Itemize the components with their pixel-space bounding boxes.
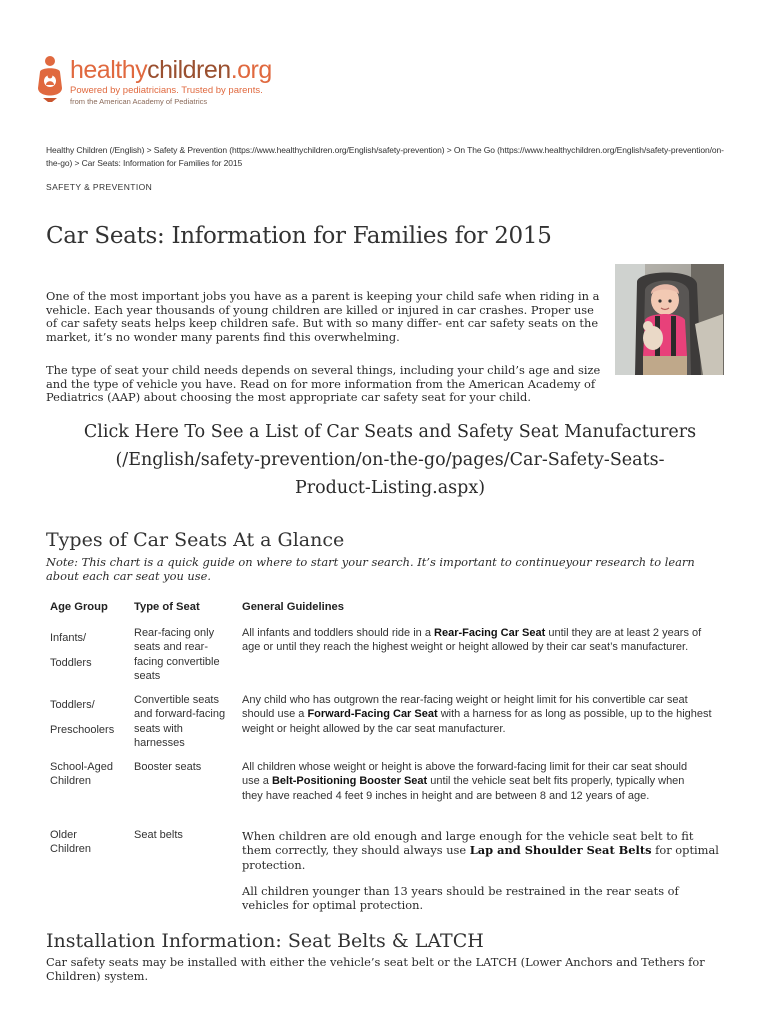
row-4-guide-pre: When children are old enough and large enough for the vehicle seat belt to fit them correctly, they should always use — [242, 829, 694, 858]
table-row-1-age — [50, 626, 130, 676]
cta-line-1: Click Here To See a List of Car Seats and Safety Seat Manufacturers — [83, 422, 697, 442]
table-row-1-guidelines — [242, 626, 704, 655]
table-row-4-guidelines-extra: All children younger than 13 years should be restrained in the rear seats of vehicles for optimal protection. — [242, 884, 679, 913]
row-4-age-line-2: Children — [50, 843, 91, 856]
table-row-3-guidelines — [242, 760, 704, 803]
site-logo[interactable] — [34, 54, 294, 106]
row-2-guide-pre: Any child who has outgrown the rear-facing weight or height limit for his convertible car seat should use a — [242, 694, 688, 721]
table-row-4-age — [50, 828, 130, 857]
row-2-age-line-2: Preschoolers — [50, 724, 115, 736]
installation-heading: Installation Information: Seat Belts & LATCH — [46, 930, 484, 952]
row-4-guide-bold: Lap and Shoulder Seat Belts — [469, 843, 652, 858]
row-1-guide-bold: Rear-Facing Car Seat — [434, 627, 546, 639]
table-row-3-seat: Booster seats — [134, 761, 202, 773]
row-2-guide-post: with a harness for as long as possible, up to the highest weight or height allowed by the car seat manufacturer. — [242, 708, 712, 735]
cta-line-2: (/English/safety-prevention/on-the-go/pages/Car-Safety-Seats- — [115, 450, 665, 470]
logo-wordmark-light: healthy — [70, 56, 148, 84]
row-1-age-line-2: Toddlers — [50, 657, 92, 669]
intro-paragraph-1: One of the most important jobs you have as a parent is keeping your child safe when riding in a vehicle. Each year thousands of young children are killed or injured in car crashes. Proper use of car safety seats helps keep children safe. But with so many differ- ent car safety seats on the market, it’s no wonder many parents find this overwhelming. — [46, 289, 600, 344]
row-1-age-line-1: Infants/ — [50, 632, 87, 644]
installation-text: Car safety seats may be installed with either the vehicle’s seat belt or the LATCH (Lower Anchors and Tethers for Children) system. — [46, 955, 705, 983]
logo-sub-tagline: from the American Academy of Pediatrics — [70, 97, 208, 106]
row-4-guide-post: for optimal protection. — [242, 843, 719, 872]
logo-wordmark-suffix: .org — [230, 56, 272, 84]
row-2-age-line-1: Toddlers/ — [50, 699, 95, 711]
intro-paragraph-2: The type of seat your child needs depends on several things, including your child’s age and size and the type of vehicle you have. Read on for more information from the American Academy of Pediatrics (AAP) about choosing the most appropriate car safety seat for your child. — [46, 363, 601, 404]
table-row-2-seat: Convertible seats and forward-facing seats with harnesses — [134, 694, 226, 749]
row-1-guide-post: until they are at least 2 years of age or until they reach the highest weight or height allowed by their car seat’s manufacturer. — [242, 627, 702, 654]
row-3-age-line-2: Children — [50, 775, 91, 788]
table-header-type-of-seat: Type of Seat — [134, 601, 200, 613]
row-3-guide-bold: Belt-Positioning Booster Seat — [271, 775, 428, 788]
table-row-2-guidelines — [242, 693, 716, 736]
types-heading: Types of Car Seats At a Glance — [46, 529, 345, 551]
types-note: Note: This chart is a quick guide on where to start your search. It’s important to continueyour research to learn about each car seat you use. — [46, 555, 695, 583]
section-label[interactable]: SAFETY & PREVENTION — [46, 182, 153, 192]
cta-line-3: Product-Listing.aspx) — [294, 478, 486, 498]
table-header-age-group: Age Group — [50, 601, 108, 613]
table-row-1-seat: Rear-facing only seats and rear-facing convertible seats — [134, 627, 220, 682]
family-logo-icon — [34, 54, 66, 102]
page-title: Car Seats: Information for Families for 2015 — [46, 223, 552, 249]
row-3-age-line-1: School-Aged — [50, 761, 113, 773]
logo-wordmark — [70, 56, 272, 84]
table-row-3-age — [50, 760, 130, 789]
logo-wordmark-dark: children — [147, 56, 231, 84]
table-row-4-guidelines — [242, 829, 722, 872]
row-1-guide-pre: All infants and toddlers should ride in a — [242, 627, 435, 639]
logo-tagline: Powered by pediatricians. Trusted by parents. — [70, 85, 263, 96]
table-header-general-guidelines: General Guidelines — [242, 601, 344, 613]
row-3-guide-pre: All children whose weight or height is above the forward-facing limit for their car seat should use a — [242, 761, 688, 788]
row-3-guide-post: until the vehicle seat belt fits properly, typically when they have reached 4 feet 9 inches in height and are between 8 and 12 years of age. — [242, 775, 685, 802]
row-4-age-line-1: Older — [50, 829, 77, 841]
table-row-4-seat: Seat belts — [134, 829, 183, 841]
row-2-guide-bold: Forward-Facing Car Seat — [307, 708, 438, 721]
child-in-car-seat-photo — [615, 264, 724, 375]
car-seat-list-link[interactable] — [40, 418, 740, 502]
breadcrumb[interactable]: Healthy Children (/English) > Safety & Prevention (https://www.healthychildren.org/English/safety-prevention) > On The Go (https://www.healthychildren.org/English/safety-prevention/on-the-go) > Car Seats: Information for Families for 2015 — [46, 145, 724, 168]
table-row-2-age — [50, 693, 134, 743]
